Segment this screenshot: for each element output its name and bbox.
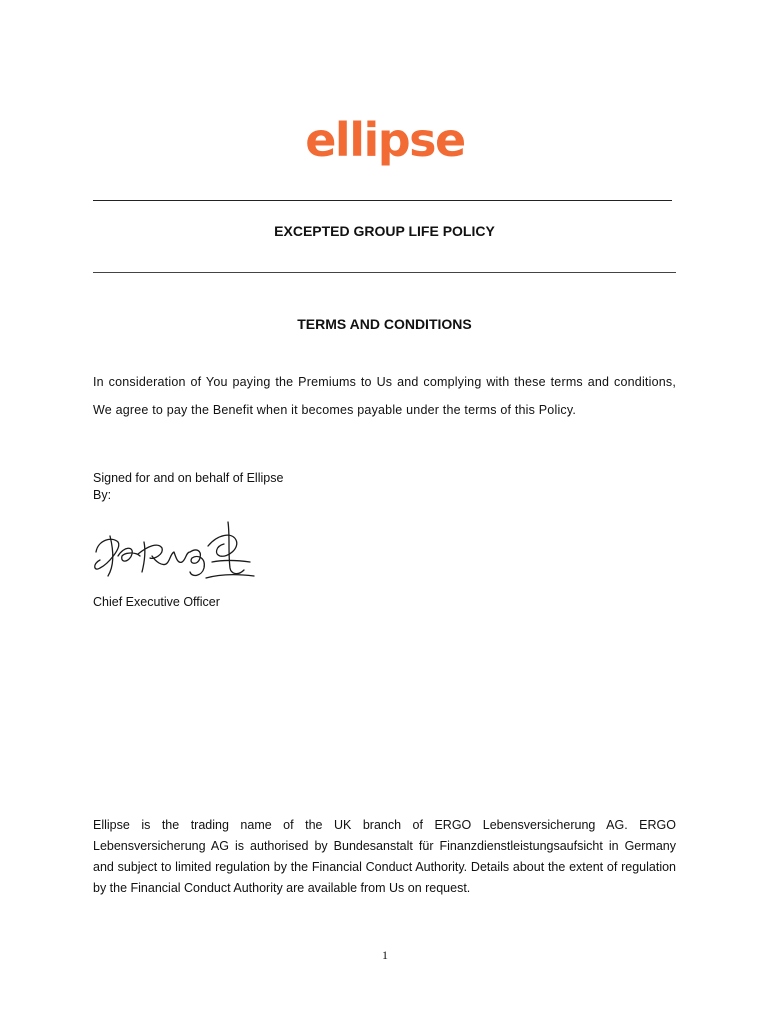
signed-on-behalf-line: Signed for and on behalf of Ellipse	[93, 471, 284, 485]
signatory-title: Chief Executive Officer	[93, 595, 220, 609]
by-line: By:	[93, 488, 112, 502]
signature-block	[93, 470, 493, 504]
title-bottom-rule	[93, 272, 676, 273]
handwritten-signature	[88, 512, 258, 584]
regulatory-footer-paragraph: Ellipse is the trading name of the UK branch of ERGO Lebensversicherung AG. ERGO Lebensversicherung AG is authorised by Bundesanstalt für Finanzdienstleistungsaufsicht in Germany and subject to limited regulation by the Financial Conduct Authority. Details about the extent of regulation by the Financial Conduct Authority are available from Us on request.	[93, 818, 676, 895]
title-top-rule	[93, 200, 672, 201]
page-number: 1	[382, 948, 388, 962]
section-title: TERMS AND CONDITIONS	[297, 316, 472, 332]
document-title: EXCEPTED GROUP LIFE POLICY	[274, 223, 495, 239]
consideration-paragraph: In consideration of You paying the Premiums to Us and complying with these terms and conditions, We agree to pay the Benefit when it becomes payable under the terms of this Policy.	[93, 375, 676, 417]
ellipse-logo: ellipse	[305, 113, 465, 167]
